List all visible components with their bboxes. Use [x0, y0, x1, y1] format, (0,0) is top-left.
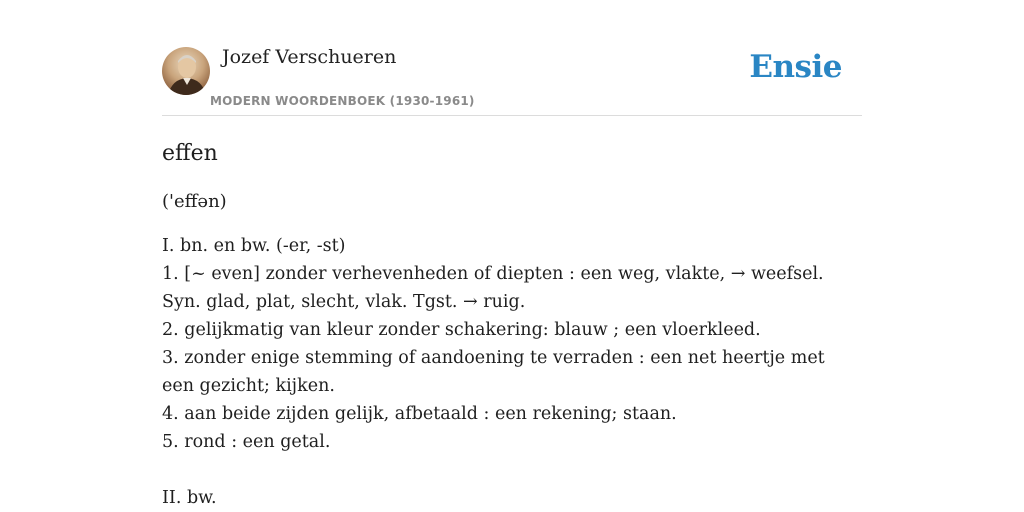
author-name[interactable]: Jozef Verschueren	[222, 46, 397, 68]
entry-headword: effen	[162, 141, 218, 166]
definition-line: 3. zonder enige stemming of aandoening te verraden : een net heertje met een gezicht; kijken.	[162, 348, 825, 396]
source-label: MODERN WOORDENBOEK (1930-1961)	[210, 94, 475, 108]
entry-content	[162, 138, 862, 512]
definition-line: 4. aan beide zijden gelijk, afbetaald : een rekening; staan.	[162, 404, 677, 424]
definition-line: II. bw.	[162, 488, 217, 508]
entry-header	[162, 44, 862, 116]
definition-spacer	[162, 456, 862, 484]
author-portrait-icon	[162, 47, 210, 95]
definition-line: I. bn. en bw. (-er, -st)	[162, 236, 346, 256]
entry-definition	[162, 232, 862, 512]
definition-line: 5. rond : een getal.	[162, 432, 331, 452]
entry-pronunciation: ('effən)	[162, 191, 227, 212]
definition-line: 2. gelijkmatig van kleur zonder schakering: blauw ; een vloerkleed.	[162, 320, 761, 340]
ensie-logo[interactable]: Ensie	[749, 49, 842, 85]
definition-line: 1. [~ even] zonder verhevenheden of diepten : een weg, vlakte, → weefsel. Syn. glad, plat, slecht, vlak. Tgst. → ruig.	[162, 264, 824, 312]
author-avatar[interactable]	[162, 47, 210, 95]
